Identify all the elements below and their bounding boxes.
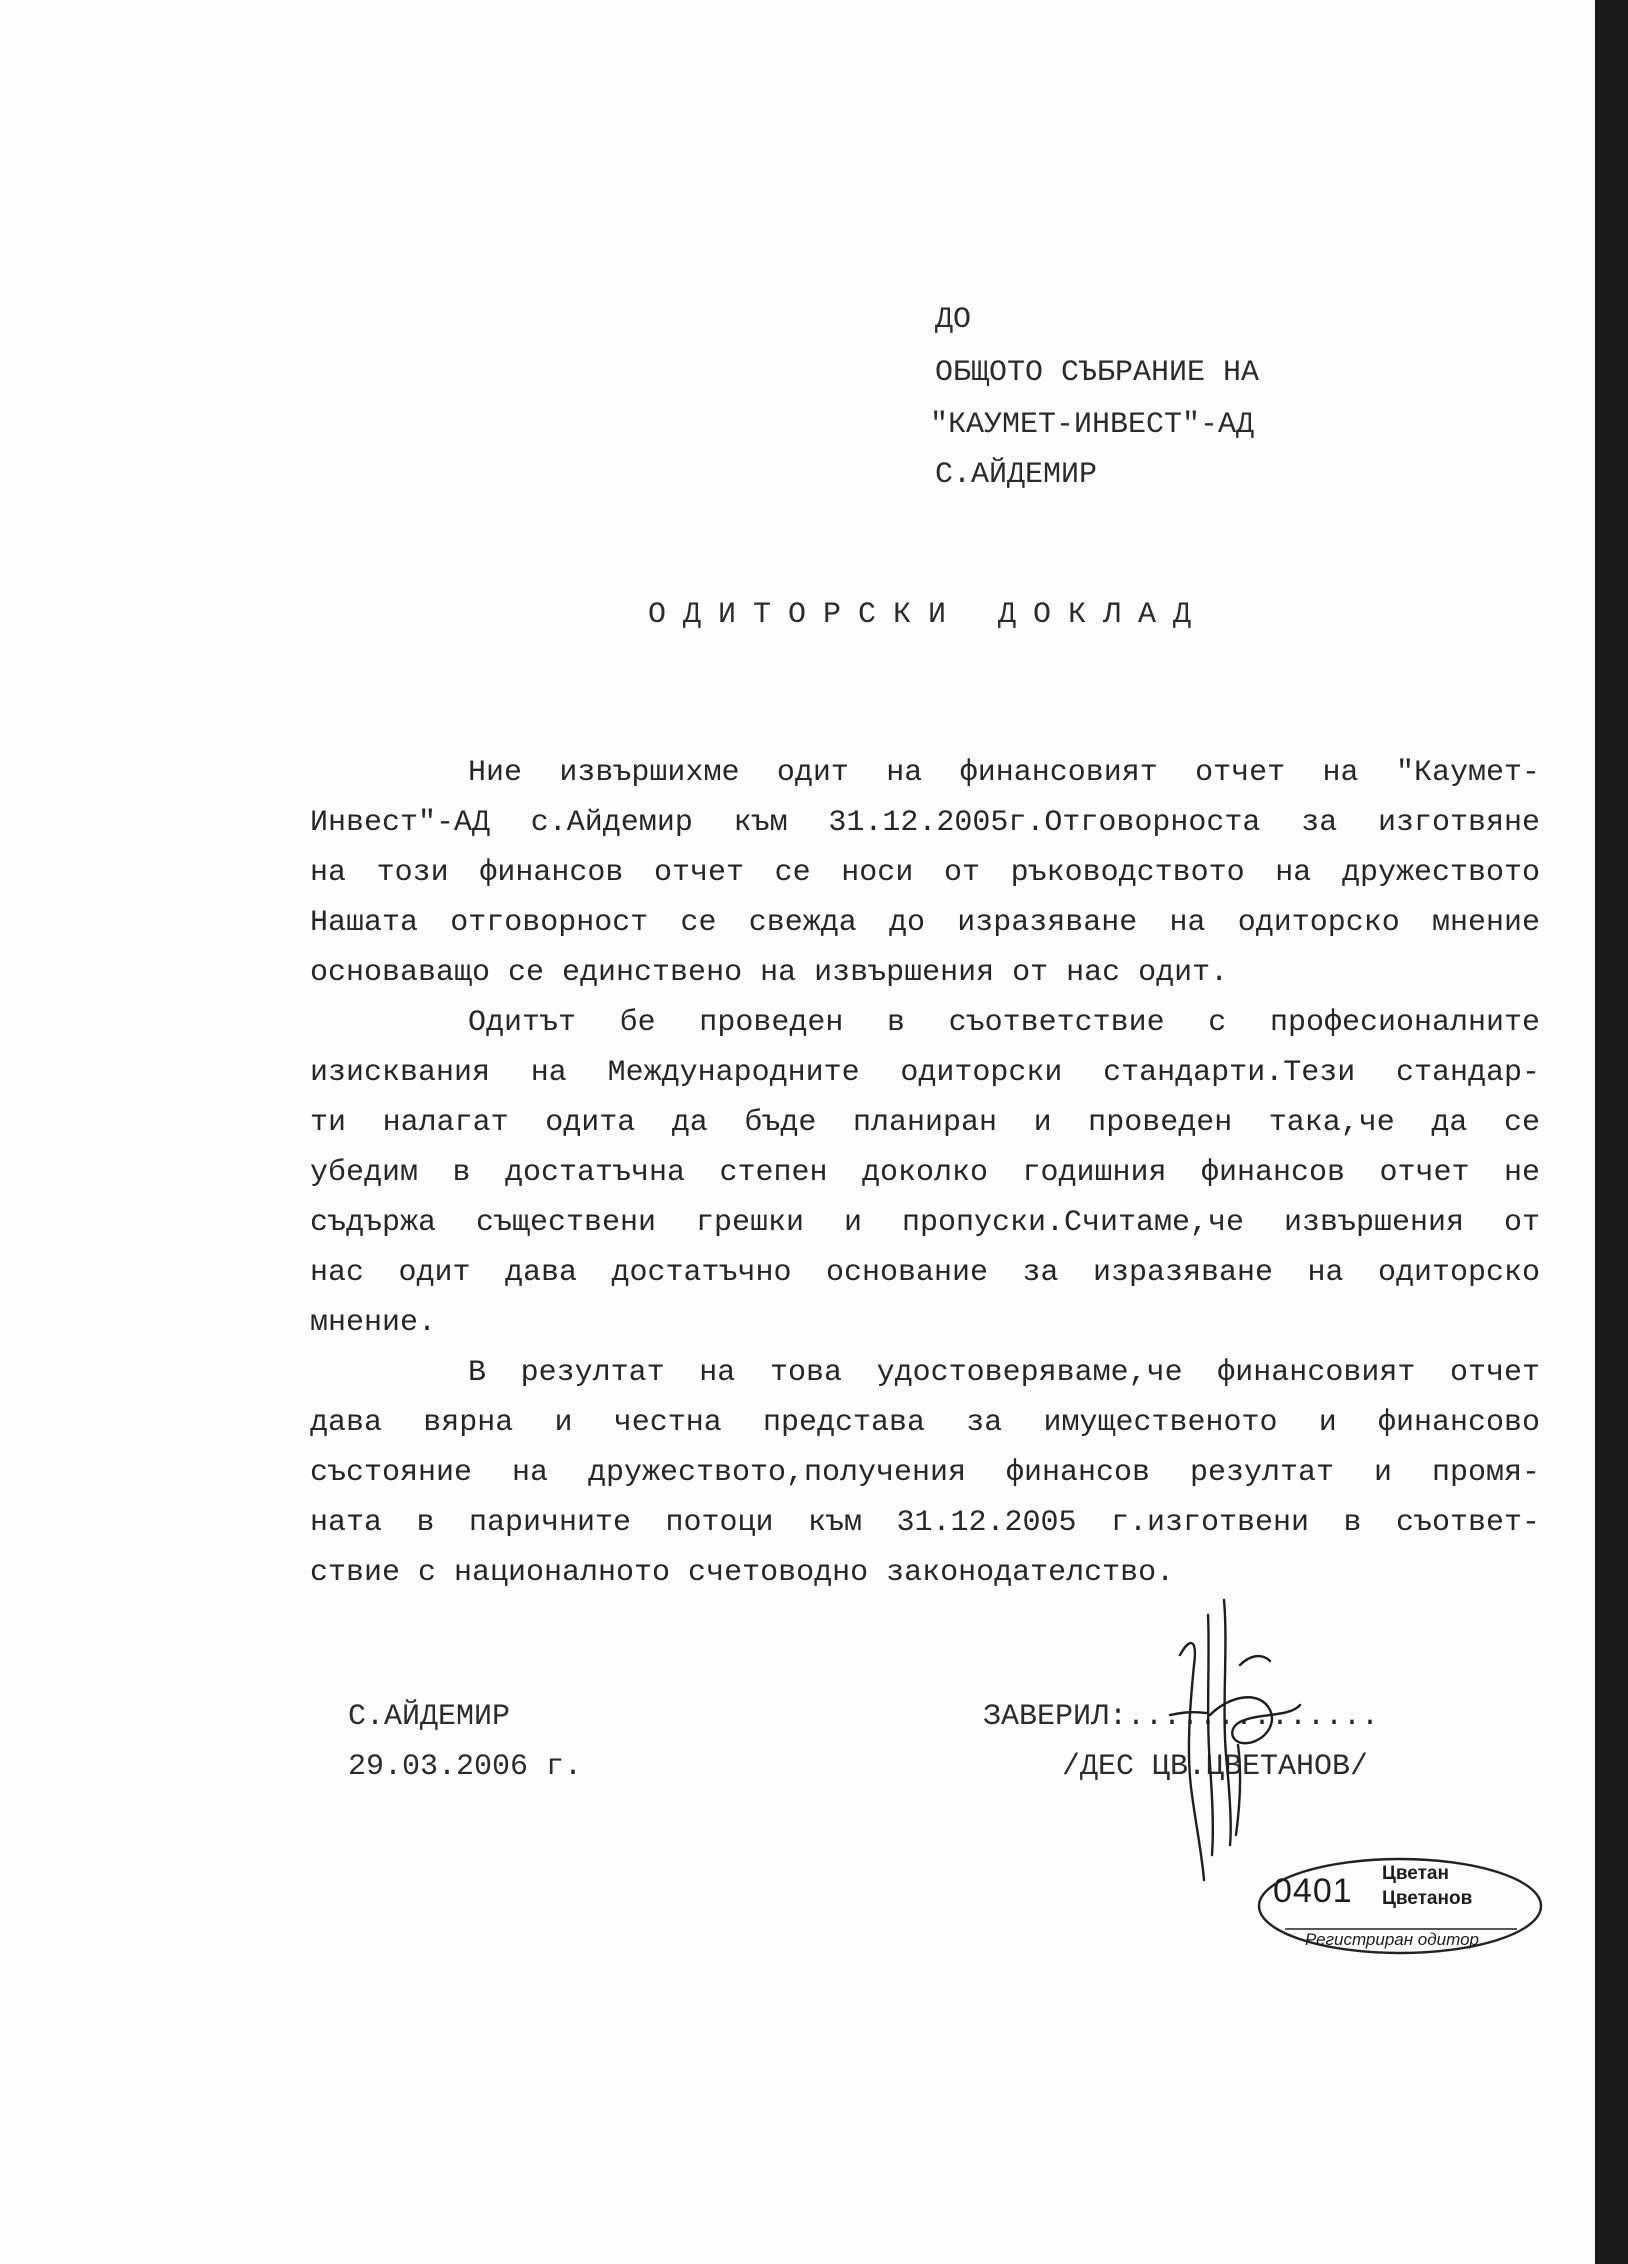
paragraph-1-line-3: на този финансов отчет се носи от ръководството на дружеството [310, 856, 1540, 890]
handwritten-signature [1150, 1595, 1340, 1885]
addressee-line-3: "КАУМЕТ-ИНВЕСТ"-АД [930, 408, 1255, 442]
auditor-stamp [1255, 1855, 1545, 1957]
footer-date: 29.03.2006 г. [348, 1750, 583, 1784]
paragraph-3-line-4: ната в паричните потоци към 31.12.2005 г.изготвени в съответ- [310, 1506, 1540, 1540]
paragraph-1-line-5: основаващо се единствено на извършения от нас одит. [310, 956, 1229, 990]
stamp-name-line-2: Цветанов [1382, 1888, 1473, 1909]
addressee-line-1: ДО [935, 303, 972, 337]
addressee-line-4: С.АЙДЕМИР [935, 458, 1098, 492]
paragraph-1-line-1: Ние извършихме одит на финансовият отчет на "Каумет- [468, 756, 1540, 790]
paragraph-3-line-5: ствие с националното счетоводно законодателство. [310, 1556, 1175, 1590]
stamp-number: 0401 [1273, 1872, 1353, 1910]
paragraph-2-line-5: съдържа съществени грешки и пропуски.Считаме,че извършения от [310, 1206, 1540, 1240]
paragraph-3-line-3: състояние на дружеството,получения финансов резултат и промя- [310, 1456, 1540, 1490]
scan-border-edge [1595, 0, 1628, 2264]
certified-label: ЗАВЕРИЛ:.............. [983, 1700, 1380, 1734]
footer-place: С.АЙДЕМИР [348, 1700, 511, 1734]
report-title: ОДИТОРСКИ ДОКЛАД [648, 598, 1209, 632]
paragraph-2-line-6: нас одит дава достатъчно основание за изразяване на одиторско [310, 1256, 1540, 1290]
paragraph-2-line-7: мнение. [310, 1306, 437, 1340]
paragraph-1-line-2: Инвест"-АД с.Айдемир към 31.12.2005г.Отговорноста за изготвяне [310, 806, 1540, 840]
signatory-name: /ДЕС ЦВ.ЦВЕТАНОВ/ [1062, 1750, 1369, 1784]
paragraph-2-line-4: убедим в достатъчна степен доколко годишния финансов отчет не [310, 1156, 1540, 1190]
paragraph-2-line-1: Одитът бе проведен в съответствие с професионалните [468, 1006, 1540, 1040]
paragraph-2-line-3: ти налагат одита да бъде планиран и проведен така,че да се [310, 1106, 1540, 1140]
stamp-name-line-1: Цветан [1382, 1863, 1449, 1884]
stamp-caption: Регистриран одитор [1305, 1930, 1479, 1949]
paragraph-1-line-4: Нашата отговорност се свежда до изразяване на одиторско мнение [310, 906, 1540, 940]
paragraph-3-line-1: В резултат на това удостоверяваме,че финансовият отчет [468, 1356, 1540, 1390]
paragraph-3-line-2: дава вярна и честна представа за имущественото и финансово [310, 1406, 1540, 1440]
paragraph-2-line-2: изисквания на Международните одиторски стандарти.Тези стандар- [310, 1056, 1540, 1090]
addressee-line-2: ОБЩОТО СЪБРАНИЕ НА [935, 356, 1260, 390]
